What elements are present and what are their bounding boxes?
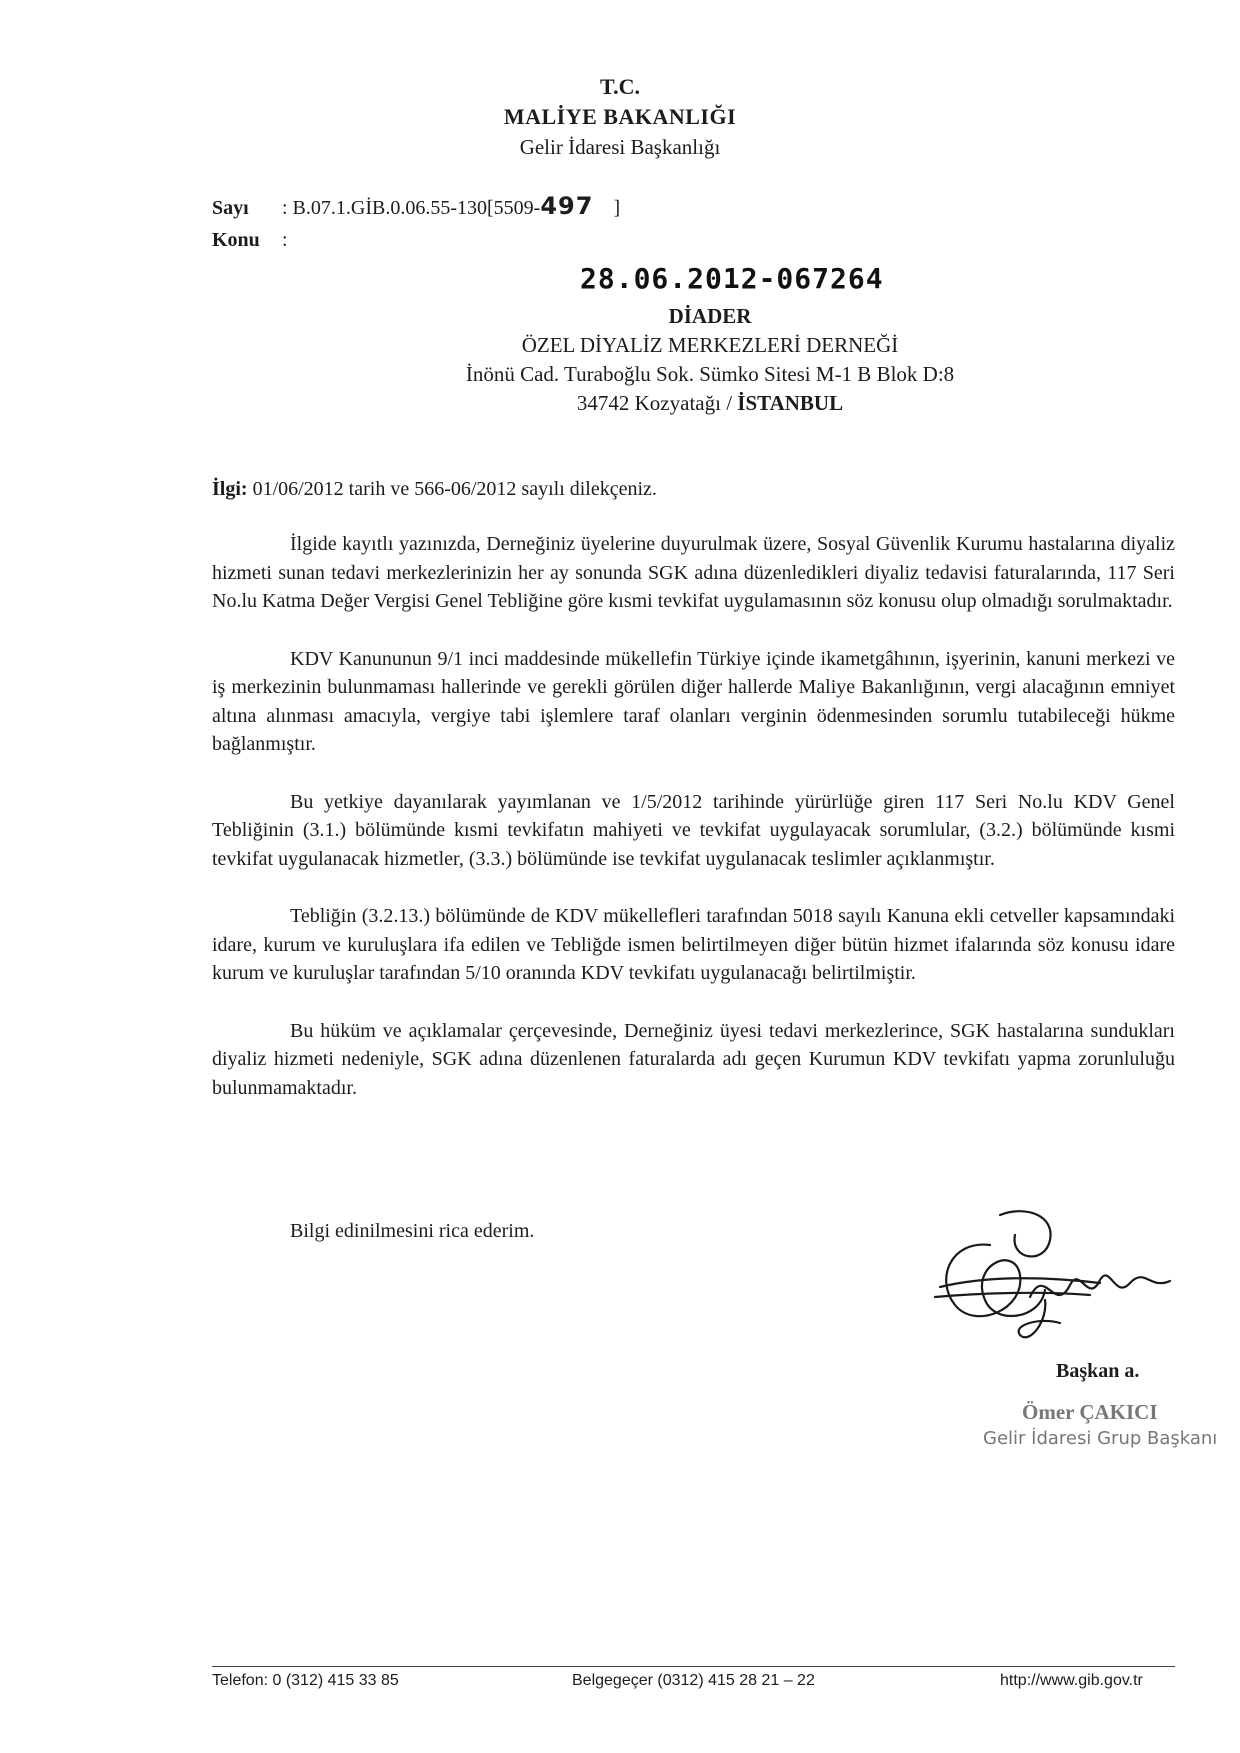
footer-divider [212, 1666, 1175, 1667]
recipient-block [440, 302, 980, 418]
recipient-district: 34742 Kozyatağı / [576, 391, 738, 415]
recipient-address: İnönü Cad. Turaboğlu Sok. Sümko Sitesi M-1 B Blok D:8 [465, 362, 955, 386]
ilgi-text: 01/06/2012 tarih ve 566-06/2012 sayılı dilekçeniz. [252, 478, 657, 500]
sayi-label: Sayı [212, 197, 249, 219]
recipient-organization: ÖZEL DİYALİZ MERKEZLERİ DERNEĞİ [521, 333, 899, 357]
recipient-city-line [440, 389, 980, 418]
letterhead [0, 72, 1240, 162]
sayi-line [212, 190, 620, 224]
body-paragraph: Tebliğin (3.2.13.) bölümünde de KDV mükellefleri tarafından 5018 sayılı Kanuna ekli cetveller kapsamındaki idare, kurum ve kuruluşlara ifa edilen ve Tebliğde ismen belirtilmeyen diğer bütün hizmet ifalarında söz konusu idare kurum ve kuruluşlar tarafından 5/10 oranında KDV tevkifatı uygulanacağı belirtilmiştir. [212, 905, 1175, 984]
sayi-close: ] [613, 197, 621, 219]
letterhead-country: T.C. [600, 74, 640, 99]
registry-stamp: 28.06.2012-067264 [580, 262, 884, 295]
signature-name: Ömer ÇAKICI [1022, 1400, 1158, 1424]
reference-block [212, 190, 620, 256]
body-paragraph: İlgide kayıtlı yazınızda, Derneğiniz üyelerine duyurulmak üzere, Sosyal Güvenlik Kurumu hastalarına diyaliz hizmeti sunan tedavi merkezlerinizin her ay sonunda SGK adına düzenledikleri diyaliz tedavisi faturalarında, 117 Seri No.lu Katma Değer Vergisi Genel Tebliğine göre kısmi tevkifat uygulamasının söz konusu olup olmadığı sorulmaktadır. [212, 533, 1175, 612]
letterhead-department: Gelir İdaresi Başkanlığı [519, 135, 721, 159]
body-paragraph: Bu yetkiye dayanılarak yayımlanan ve 1/5/2012 tarihinde yürürlüğe giren 117 Seri No.lu KDV Genel Tebliğinin (3.1.) bölümünde kısmi tevkifatın mahiyeti ve tevkifat uygulayacak sorumlular, (3.2.) bölümünde kısmi tevkifat uygulanacak hizmetler, (3.3.) bölümünde ise tevkifat uygulanacak teslimler açıklanmıştır. [212, 790, 1175, 870]
sayi-value: : B.07.1.GİB.0.06.55-130[5509- [282, 197, 541, 219]
signature-role: Gelir İdaresi Grup Başkanı [983, 1428, 1218, 1449]
footer-website: http://www.gib.gov.tr [1000, 1672, 1143, 1689]
recipient-name: DİADER [668, 304, 752, 328]
sayi-handwritten-number: 497 [540, 192, 594, 220]
ilgi-line [212, 478, 657, 501]
letter-body [212, 530, 1175, 1131]
recipient-city: İSTANBUL [737, 391, 844, 415]
signature-image [930, 1205, 1190, 1355]
konu-line [212, 224, 620, 256]
footer-fax: Belgegeçer (0312) 415 28 21 – 22 [572, 1672, 815, 1689]
konu-label: Konu [212, 229, 260, 251]
ilgi-label: İlgi: [212, 478, 248, 500]
signature-title: Başkan a. [1056, 1360, 1140, 1382]
closing-line: Bilgi edinilmesini rica ederim. [290, 1220, 535, 1242]
body-paragraph: Bu hüküm ve açıklamalar çerçevesinde, Derneğiniz üyesi tedavi merkezlerince, SGK hastalarına sundukları diyaliz hizmeti nedeniyle, SGK adına düzenlenen faturalarda adı geçen Kurumun KDV tevkifatı yapma zorunluluğu bulunmamaktadır. [212, 1019, 1175, 1099]
letterhead-ministry: MALİYE BAKANLIĞI [503, 104, 737, 129]
konu-value: : [282, 229, 288, 251]
footer-phone: Telefon: 0 (312) 415 33 85 [212, 1672, 399, 1689]
body-paragraph: KDV Kanununun 9/1 inci maddesinde mükellefin Türkiye içinde ikametgâhının, işyerinin, kanuni merkezi ve iş merkezinin bulunmaması hallerinde ve gerekli görülen diğer hallerde Maliye Bakanlığının, vergi alacağının emniyet altına alınması amacıyla, vergiye tabi işlemlere taraf olanları verginin ödenmesinden sorumlu tutabileceği hükme bağlanmıştır. [212, 647, 1175, 755]
